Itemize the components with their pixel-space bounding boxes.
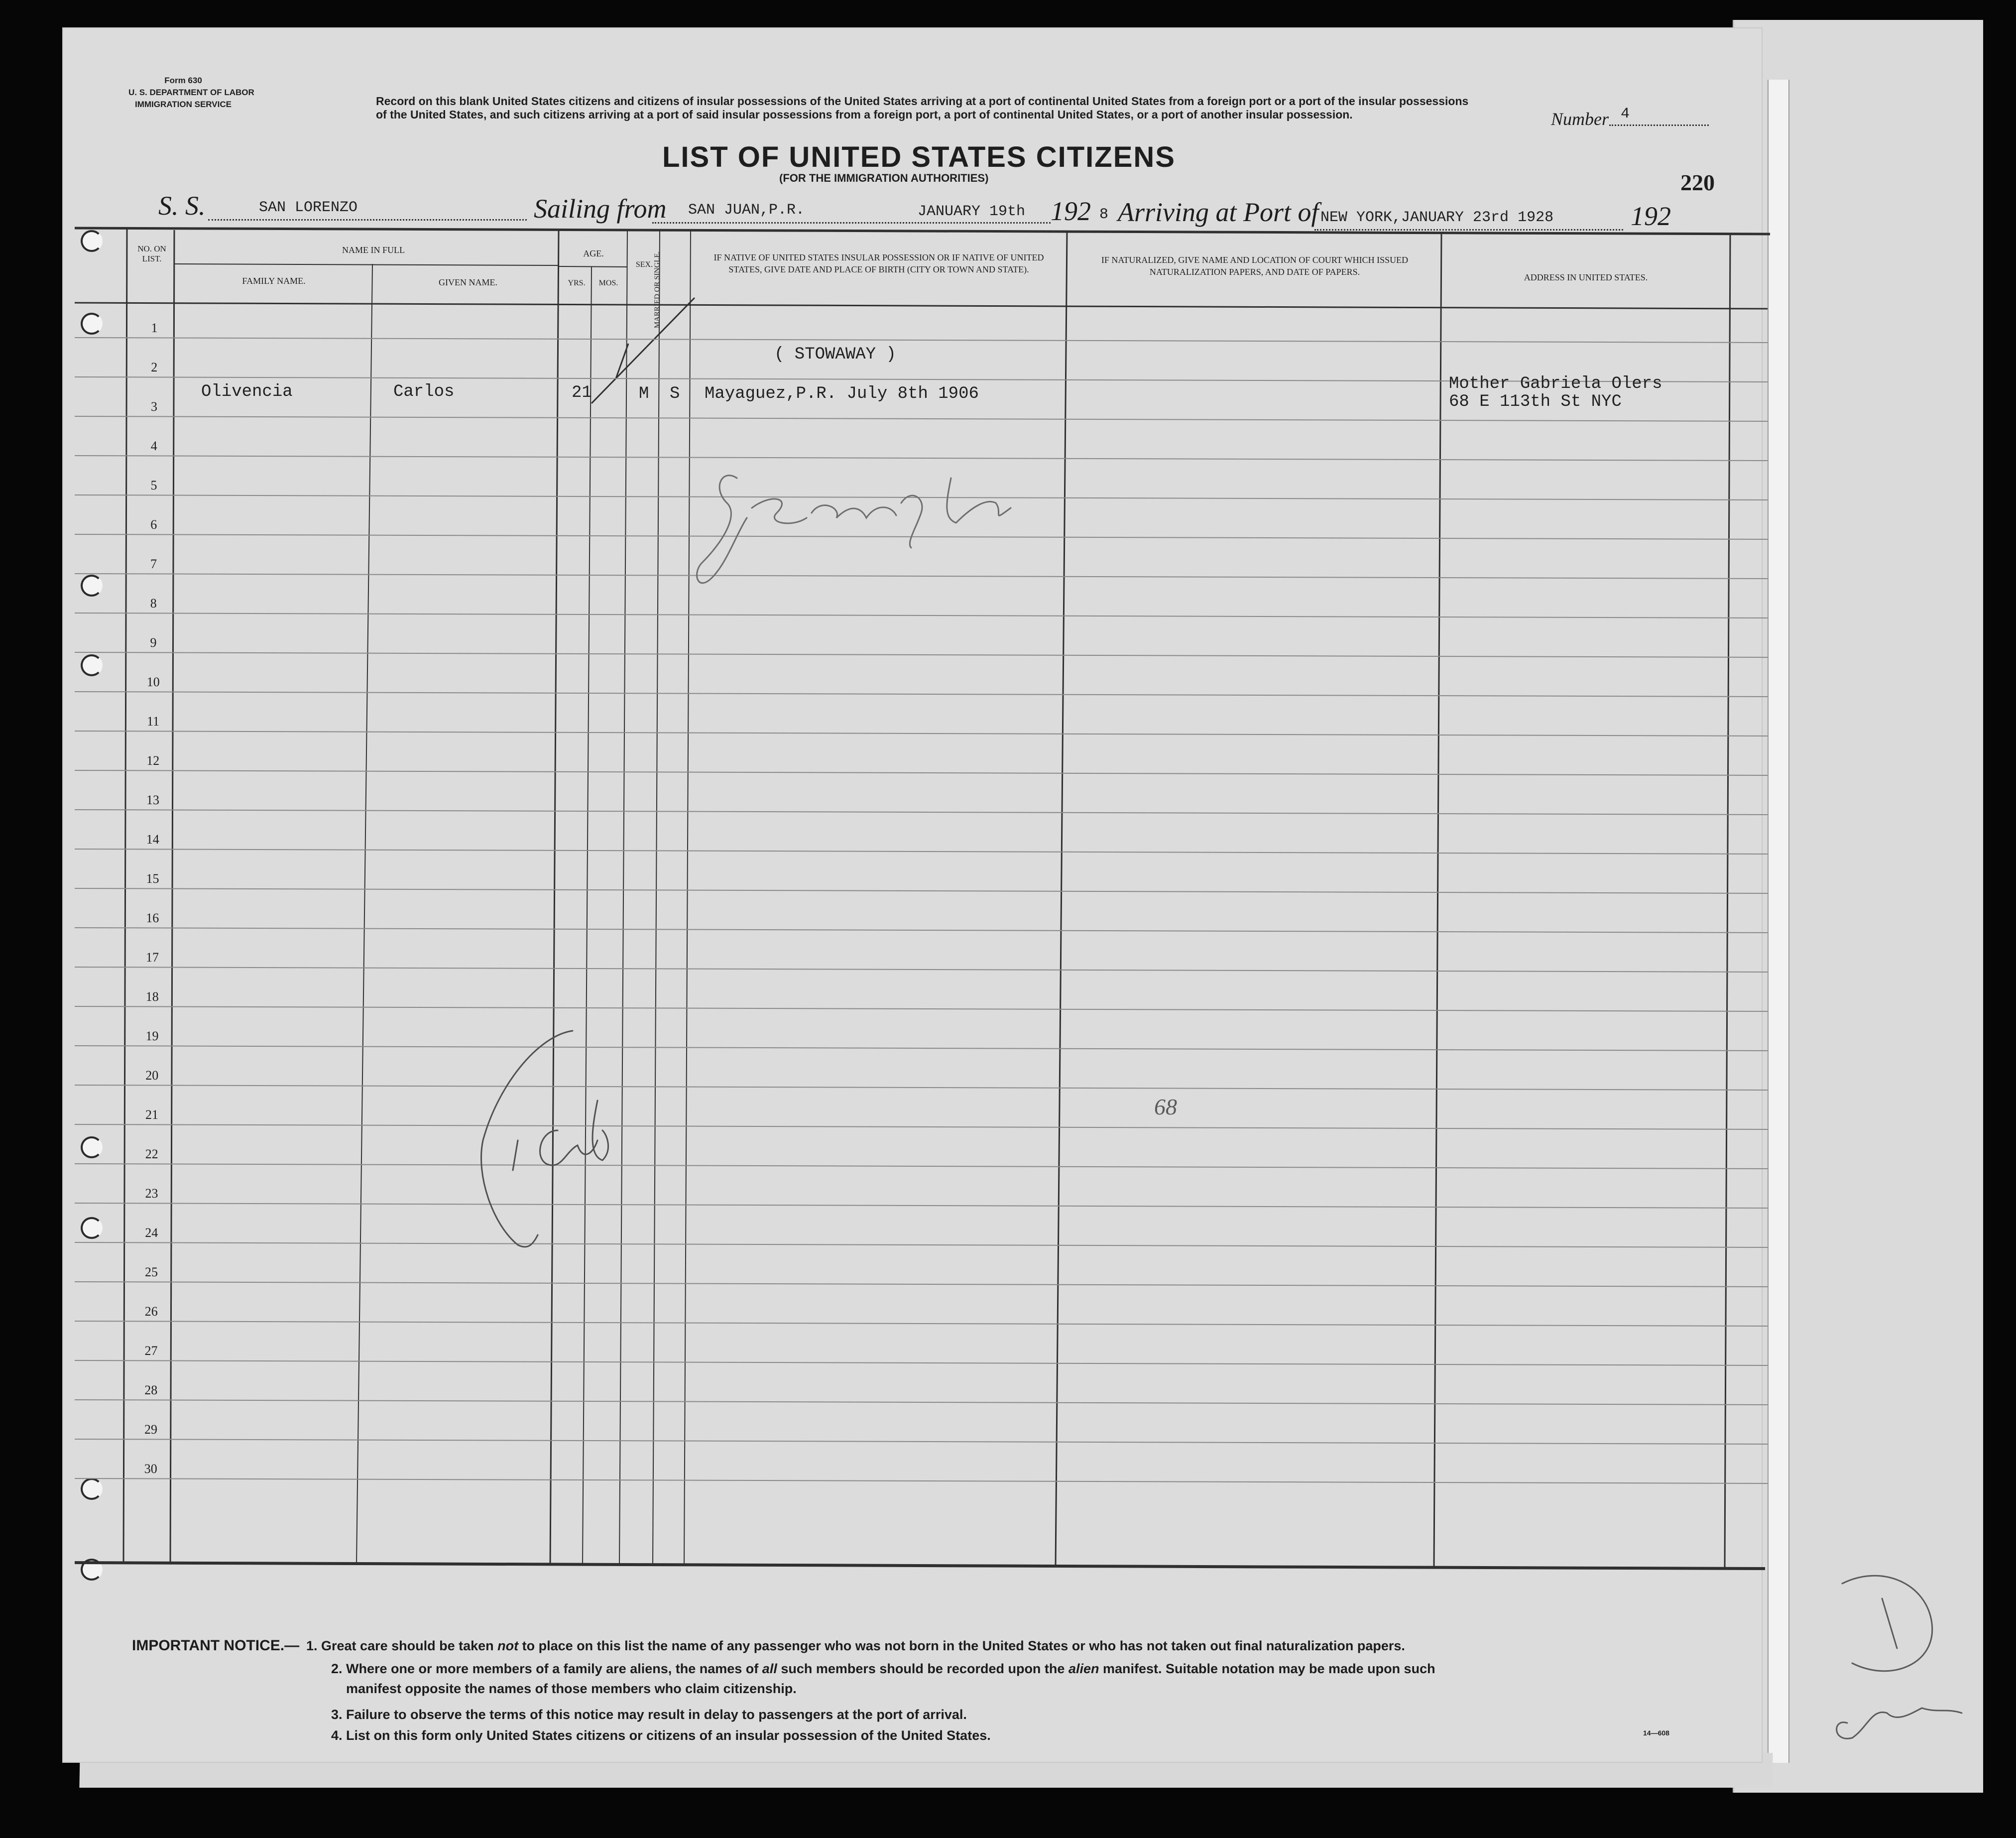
row-number: 20 bbox=[145, 1068, 159, 1083]
row-number: 4 bbox=[150, 439, 157, 453]
page-subtitle: (FOR THE IMMIGRATION AUTHORITIES) bbox=[779, 172, 989, 184]
arrival-port-date: NEW YORK,JANUARY 23rd 1928 bbox=[1320, 209, 1554, 226]
row-rule bbox=[75, 338, 1768, 343]
notice-item-2 bbox=[331, 1661, 1435, 1677]
row-rule bbox=[75, 1282, 1768, 1287]
department-name: U. S. DEPARTMENT OF LABOR bbox=[128, 88, 254, 97]
notice-item-2-text-b: such members should be recorded upon the bbox=[777, 1661, 1068, 1676]
row-number: 1 bbox=[151, 321, 158, 335]
notice-item-2-emphasis-all: all bbox=[762, 1661, 777, 1676]
row-number: 12 bbox=[146, 753, 160, 768]
row-rule bbox=[75, 1478, 1768, 1483]
notice-item-2-text-c: manifest. Suitable notation may be made upon such bbox=[1099, 1661, 1435, 1676]
form-stamp-code: 14—608 bbox=[1643, 1729, 1669, 1737]
stowaway-note: ( STOWAWAY ) bbox=[774, 345, 896, 364]
row-number: 17 bbox=[146, 950, 159, 965]
row-rule bbox=[75, 1321, 1768, 1326]
row-rule bbox=[75, 1439, 1768, 1444]
notice-item-2-text-a: 2. Where one or more members of a family are aliens, the names of bbox=[331, 1661, 762, 1676]
inspector-signature bbox=[692, 448, 1041, 598]
row-rule bbox=[75, 967, 1768, 972]
row-rule bbox=[75, 770, 1768, 775]
row-number: 25 bbox=[145, 1265, 158, 1279]
row-rule bbox=[75, 1242, 1768, 1247]
row-number: 21 bbox=[145, 1107, 158, 1122]
row-rule bbox=[75, 888, 1768, 893]
header-given-name: GIVEN NAME. bbox=[439, 277, 497, 287]
row-number: 15 bbox=[146, 871, 159, 886]
page-title: LIST OF UNITED STATES CITIZENS bbox=[662, 141, 1176, 173]
header-name-in-full: NAME IN FULL bbox=[342, 245, 405, 255]
header-address: ADDRESS IN UNITED STATES. bbox=[1524, 272, 1648, 282]
notice-item-1 bbox=[306, 1638, 1405, 1654]
header-sex: SEX. bbox=[635, 260, 653, 269]
row-rule bbox=[75, 1124, 1768, 1129]
row-number: 9 bbox=[150, 635, 157, 650]
row-rule bbox=[75, 1203, 1768, 1208]
row-rule bbox=[75, 1164, 1768, 1169]
row-rule bbox=[75, 416, 1768, 421]
row-number: 28 bbox=[144, 1383, 158, 1397]
passenger-address-line2: 68 E 113th St NYC bbox=[1449, 392, 1622, 411]
row-rule bbox=[75, 1360, 1768, 1365]
ship-name: SAN LORENZO bbox=[259, 199, 358, 216]
header-naturalized: IF NATURALIZED, GIVE NAME AND LOCATION OF COURT WHICH ISSUED NATURALIZATION PAPERS, AND DATE OF PAPERS. bbox=[1101, 255, 1409, 277]
sailing-year-prefix: 192 bbox=[1051, 196, 1091, 226]
row-number: 16 bbox=[146, 911, 159, 925]
passenger-given-name: Carlos bbox=[393, 382, 455, 401]
number-label: Number bbox=[1551, 109, 1609, 129]
notice-item-1-text-a: 1. Great care should be taken bbox=[306, 1638, 498, 1653]
arriving-label: Arriving at Port of bbox=[1118, 197, 1319, 227]
passenger-marital-status: S bbox=[670, 384, 680, 403]
form-instructions: Record on this blank United States citizens and citizens of insular possessions of the United States arriving at a port of continental United States from a foreign port or a port of the insular possessions of the United States, and such citizens arriving at a port of said insular possessions from a foreign port, a port of continental United States, or a port of another insular possession. bbox=[376, 95, 1469, 121]
row-number: 8 bbox=[150, 596, 157, 611]
arrival-underline bbox=[1314, 229, 1623, 231]
row-rule bbox=[75, 1046, 1768, 1051]
row-number: 24 bbox=[145, 1225, 158, 1240]
notice-item-3: 3. Failure to observe the terms of this notice may result in delay to passengers at the port of arrival. bbox=[331, 1707, 967, 1722]
header-birth: IF NATIVE OF UNITED STATES INSULAR POSSESSION OR IF NATIVE OF UNITED STATES, GIVE DATE AND PLACE OF BIRTH (CITY OR TOWN AND STATE). bbox=[713, 252, 1044, 274]
number-underline bbox=[1609, 124, 1709, 126]
row-number: 23 bbox=[145, 1186, 158, 1201]
header-no-on-list: NO. ON LIST. bbox=[137, 244, 166, 263]
ss-label: S. S. bbox=[158, 191, 206, 221]
sailing-date: JANUARY 19th bbox=[918, 203, 1026, 220]
row-number: 26 bbox=[144, 1304, 158, 1319]
sailing-from-label: Sailing from bbox=[534, 194, 667, 224]
notice-item-2-emphasis-alien: alien bbox=[1068, 1661, 1099, 1676]
notice-item-1-text-b: to place on this list the name of any passenger who was not born in the United States or who has not taken out final naturalization papers. bbox=[518, 1638, 1405, 1653]
arrival-year-suffix: 192 bbox=[1631, 201, 1671, 231]
row-number: 19 bbox=[145, 1029, 159, 1043]
row-number: 13 bbox=[146, 793, 159, 807]
row-number: 6 bbox=[150, 517, 157, 532]
form-number: Form 630 bbox=[164, 76, 202, 85]
row-rule bbox=[75, 1085, 1768, 1090]
notice-heading: IMPORTANT NOTICE.— bbox=[132, 1637, 300, 1654]
notice-item-4: 4. List on this form only United States citizens or citizens of an insular possession of the United States. bbox=[331, 1728, 991, 1743]
page-number: 220 bbox=[1680, 170, 1715, 195]
passenger-address-line1: Mother Gabriela Olers bbox=[1449, 374, 1662, 393]
row-number: 27 bbox=[144, 1344, 158, 1358]
margin-pencil-note bbox=[1812, 1564, 1972, 1763]
row-number: 7 bbox=[150, 557, 157, 571]
ship-underline bbox=[208, 219, 527, 221]
row-number: 29 bbox=[144, 1422, 157, 1437]
passenger-family-name: Olivencia bbox=[201, 382, 293, 401]
row-rule bbox=[75, 849, 1768, 854]
row-rule bbox=[75, 652, 1768, 657]
row-rule bbox=[75, 692, 1768, 697]
row-number: 5 bbox=[150, 478, 157, 492]
notice-item-1-emphasis: not bbox=[497, 1638, 519, 1653]
header-family-name: FAMILY NAME. bbox=[242, 276, 306, 286]
row-rule bbox=[75, 810, 1768, 815]
passenger-birth: Mayaguez,P.R. July 8th 1906 bbox=[705, 384, 979, 403]
row-number: 10 bbox=[146, 675, 160, 689]
sailing-from-port: SAN JUAN,P.R. bbox=[688, 202, 805, 219]
notice-item-2-continued: manifest opposite the names of those members who claim citizenship. bbox=[346, 1681, 797, 1696]
passenger-age-years: 21 bbox=[572, 383, 592, 402]
row-number: 14 bbox=[146, 832, 159, 847]
header-months: MOS. bbox=[598, 279, 618, 287]
header-married-single: MARRIED OR SINGLE. bbox=[653, 251, 661, 329]
form-id-block bbox=[128, 75, 254, 111]
row-rule bbox=[75, 1400, 1768, 1405]
header-years: YRS. bbox=[568, 279, 586, 287]
sailing-underline bbox=[652, 222, 1051, 224]
header-age: AGE. bbox=[583, 248, 604, 258]
row-number: 18 bbox=[145, 989, 159, 1004]
row-rule bbox=[75, 613, 1768, 618]
row-rule bbox=[75, 928, 1768, 933]
row-number: 30 bbox=[144, 1462, 157, 1476]
row-number: 3 bbox=[151, 399, 157, 414]
row-number: 2 bbox=[151, 360, 158, 374]
passenger-sex: M bbox=[639, 384, 649, 403]
number-value: 4 bbox=[1621, 106, 1630, 123]
sailing-year-digit: 8 bbox=[1099, 206, 1109, 223]
row-rule bbox=[75, 731, 1768, 736]
service-name: IMMIGRATION SERVICE bbox=[135, 100, 232, 109]
row-number: 11 bbox=[146, 714, 160, 729]
center-number: 68 bbox=[1154, 1094, 1177, 1119]
row-rule bbox=[75, 1006, 1768, 1011]
clerk-pencil-note bbox=[478, 1026, 627, 1250]
row-number: 22 bbox=[145, 1147, 158, 1161]
